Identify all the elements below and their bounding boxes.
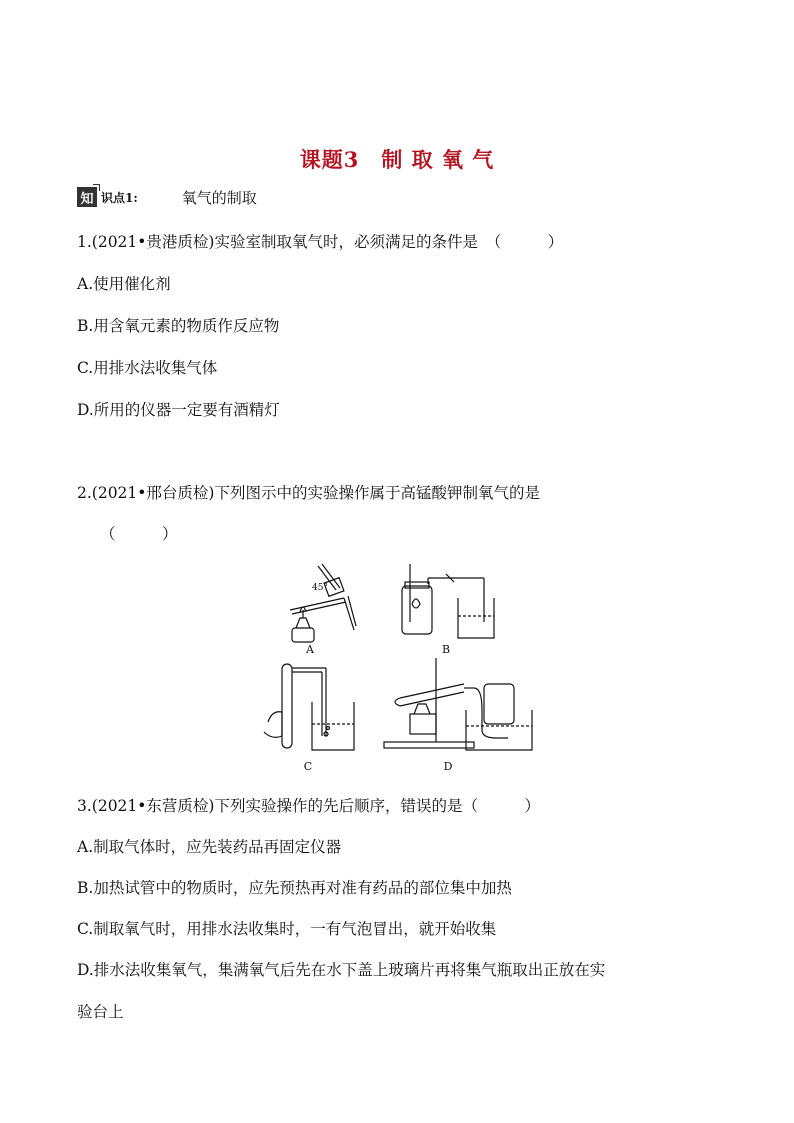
question-3-option-d: D.排水法收集氧气，集满氧气后先在水下盖上玻璃片再将集气瓶取出正放在实 xyxy=(77,961,606,979)
knowledge-topic: 氧气的制取 xyxy=(181,188,257,207)
figure-b-label: B xyxy=(441,643,451,656)
page-title: 课题3 制 取 氧 气 xyxy=(299,147,495,172)
question-1-option-b: B.用含氧元素的物质作反应物 xyxy=(77,317,280,335)
question-1-option-c: C.用排水法收集气体 xyxy=(77,359,218,377)
figure-d-apparatus xyxy=(384,658,532,750)
figure-d-label: D xyxy=(443,760,453,773)
question-2-figure xyxy=(260,560,550,778)
question-1-stem: 1.(2021•贵港质检)实验室制取氧气时，必须满足的条件是 （ ） xyxy=(77,233,564,251)
figure-c-apparatus xyxy=(264,664,354,750)
knowledge-label: 识点1: xyxy=(101,190,138,205)
figure-a-apparatus xyxy=(290,564,356,642)
question-3-stem: 3.(2021•东营质检)下列实验操作的先后顺序，错误的是（ ） xyxy=(77,797,540,815)
figure-a-label: A xyxy=(306,643,314,656)
question-3-option-c: C.制取氧气时，用排水法收集时，一有气泡冒出，就开始收集 xyxy=(77,920,497,938)
question-1-option-a: A.使用催化剂 xyxy=(77,275,171,293)
figure-c-label: C xyxy=(303,760,313,773)
question-1-option-d: D.所用的仪器一定要有酒精灯 xyxy=(77,401,280,419)
figure-a-angle-label: 45° xyxy=(312,583,328,593)
question-3-option-a: A.制取气体时，应先装药品再固定仪器 xyxy=(77,838,342,856)
question-2-stem: 2.(2021•邢台质检)下列图示中的实验操作属于高锰酸钾制氧气的是 xyxy=(77,484,540,502)
knowledge-point-header xyxy=(77,185,257,209)
question-3-option-b: B.加热试管中的物质时，应先预热再对准有药品的部位集中加热 xyxy=(77,879,512,897)
question-3-option-d-continuation: 验台上 xyxy=(77,1003,124,1021)
knowledge-badge: 知 xyxy=(77,187,97,207)
question-2-answer-paren: （ ） xyxy=(100,525,178,543)
figure-b-apparatus xyxy=(402,564,494,638)
